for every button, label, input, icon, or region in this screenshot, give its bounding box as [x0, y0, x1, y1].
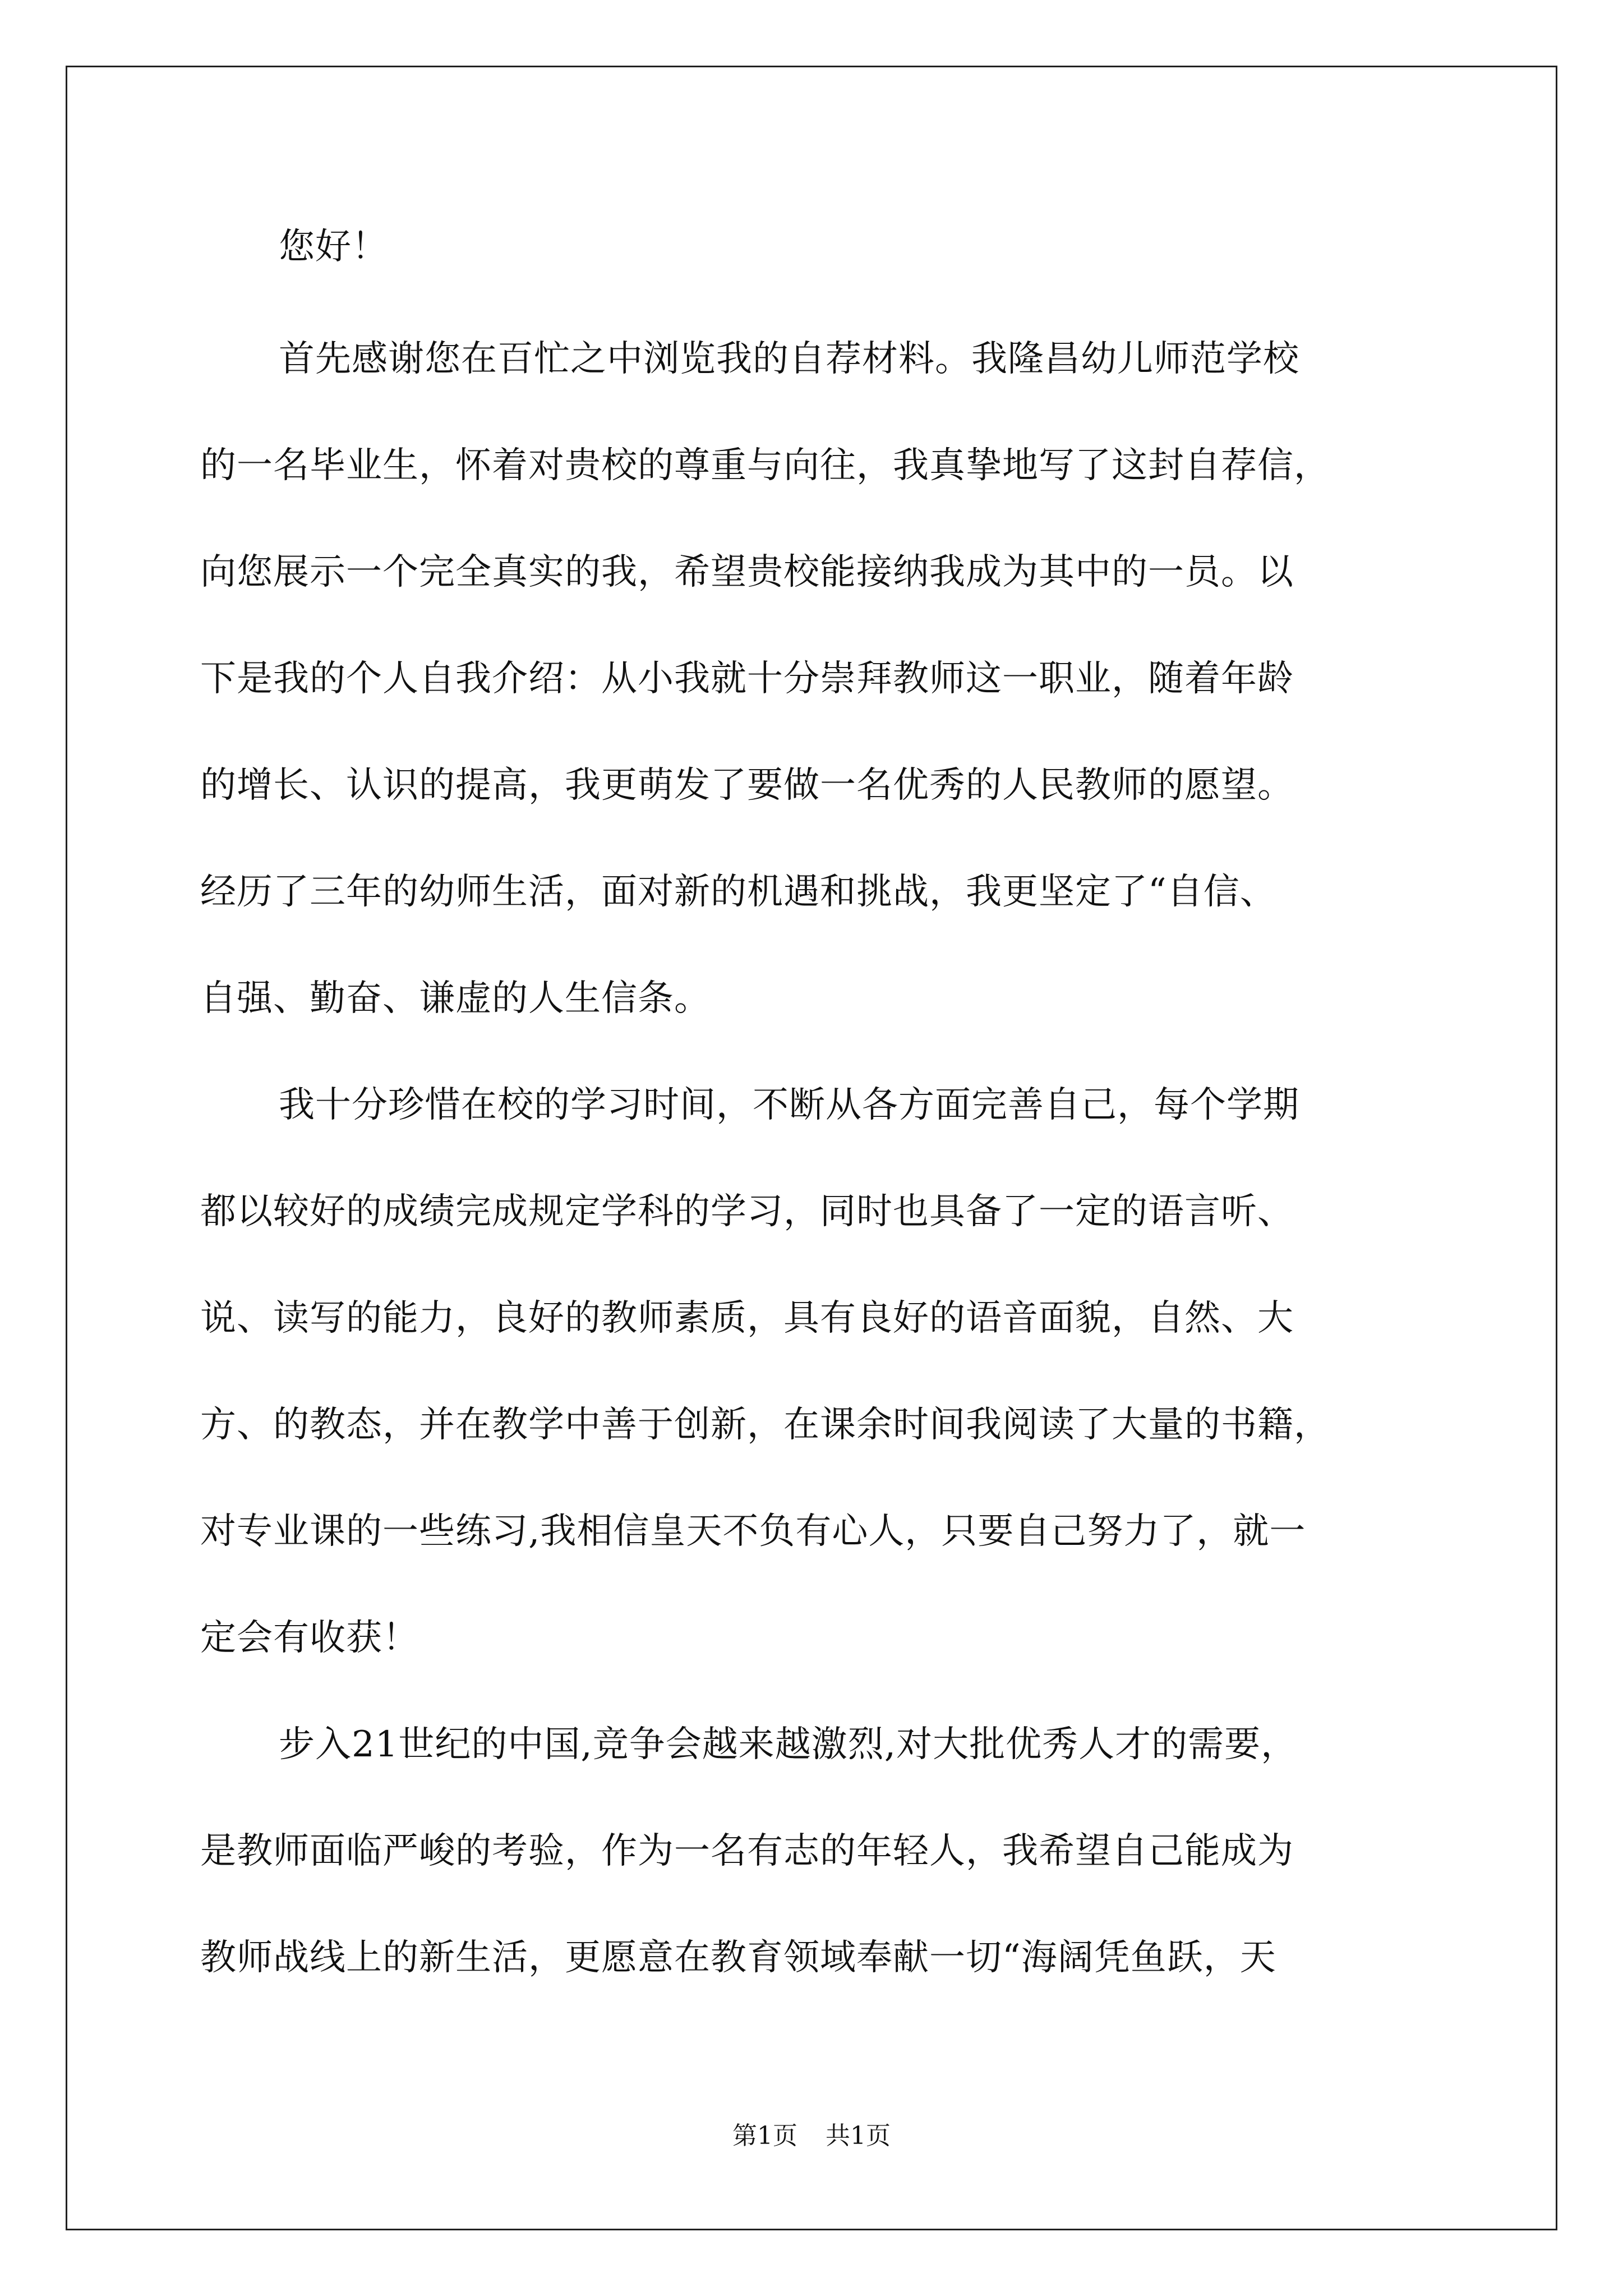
salutation: 您好！ — [279, 226, 388, 268]
paragraph-line: 的增长、认识的提高，我更萌发了要做一名优秀的人民教师的愿望。 — [200, 765, 1294, 806]
page-number: 第1页 — [732, 2122, 797, 2150]
page-total: 共1页 — [826, 2122, 891, 2150]
paragraph-line: 是教师面临严峻的考验，作为一名有志的年轻人，我希望自己能成为 — [200, 1830, 1294, 1872]
paragraph-line: 向您展示一个完全真实的我，希望贵校能接纳我成为其中的一员。以 — [200, 551, 1294, 593]
page-border — [66, 66, 1557, 2230]
paragraph-line: 说、读写的能力，良好的教师素质，具有良好的语音面貌，自然、大 — [200, 1297, 1294, 1339]
paragraph-line: 首先感谢您在百忙之中浏览我的自荐材料。我隆昌幼儿师范学校 — [279, 338, 1299, 380]
paragraph-line: 自强、勤奋、谦虚的人生信条。 — [200, 978, 711, 1019]
page-footer — [0, 2119, 1623, 2153]
paragraph-line: 方、的教态，并在教学中善于创新，在课余时间我阅读了大量的书籍， — [200, 1404, 1330, 1446]
paragraph-line: 教师战线上的新生活，更愿意在教育领域奉献一切“海阔凭鱼跃，天 — [200, 1937, 1276, 1978]
paragraph-line: 下是我的个人自我介绍：从小我就十分崇拜教师这一职业，随着年龄 — [200, 658, 1294, 700]
paragraph-line: 的一名毕业生，怀着对贵校的尊重与向往，我真挚地写了这封自荐信， — [200, 445, 1330, 486]
paragraph-line: 步入21世纪的中国,竞争会越来越激烈,对大批优秀人才的需要， — [279, 1724, 1298, 1765]
paragraph-line: 对专业课的一些练习,我相信皇天不负有心人，只要自己努力了，就一 — [200, 1511, 1306, 1552]
paragraph-line: 经历了三年的幼师生活，面对新的机遇和挑战，我更坚定了“自信、 — [200, 871, 1276, 913]
paragraph-line: 定会有收获！ — [200, 1617, 419, 1659]
paragraph-line: 都以较好的成绩完成规定学科的学习，同时也具备了一定的语言听、 — [200, 1191, 1294, 1232]
paragraph-line: 我十分珍惜在校的学习时间，不断从各方面完善自己，每个学期 — [279, 1084, 1299, 1126]
